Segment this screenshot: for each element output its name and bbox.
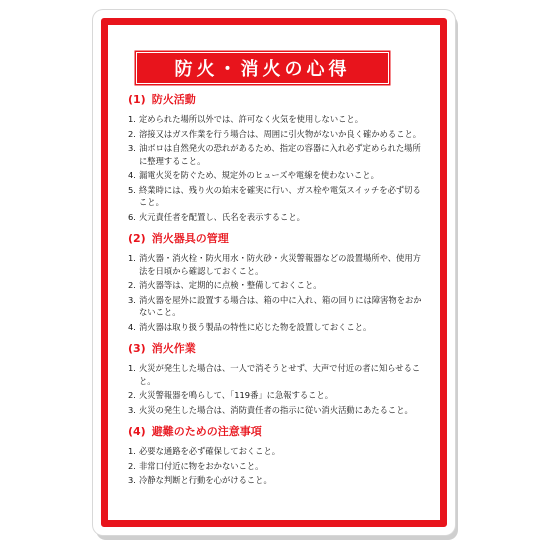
sign-title: 防火・消火の心得 <box>174 59 351 80</box>
item-number: 1. <box>128 253 136 263</box>
item-number: 2. <box>128 390 136 400</box>
item-number: 2. <box>128 280 136 290</box>
item-number: 4. <box>128 321 136 332</box>
item-text: 定められた場所以外では、許可なく火気を使用しないこと。 <box>139 114 364 124</box>
section-evacuation <box>128 425 428 487</box>
item-number: 3. <box>128 404 136 415</box>
list-item <box>128 211 428 224</box>
item-text: 終業時には、残り火の始末を確実に行い、ガス栓や電気スイッチを必ず切ること。 <box>139 184 421 207</box>
section-title: 防火活動 <box>151 93 196 106</box>
item-number: 3. <box>128 294 136 305</box>
section-heading <box>128 425 428 439</box>
section-heading <box>128 232 428 246</box>
list-item <box>128 445 428 458</box>
section-fire-prevention <box>128 93 428 223</box>
list-item <box>128 128 428 141</box>
list-item <box>128 404 428 417</box>
item-text: 消火器は取り扱う製品の特性に応じた物を設置しておくこと。 <box>139 321 372 332</box>
sign-content <box>128 93 428 496</box>
item-text: 漏電火災を防ぐため、規定外のヒューズや電線を使わないこと。 <box>139 170 379 180</box>
section-extinguisher-management <box>128 232 428 333</box>
item-text: 火災が発生した場合は、一人で消そうとせず、大声で付近の者に知らせること。 <box>139 363 421 386</box>
list-item <box>128 113 428 126</box>
title-banner <box>136 52 389 84</box>
item-text: 必要な通路を必ず確保しておくこと。 <box>139 446 281 456</box>
section-heading <box>128 93 428 107</box>
item-text: 火元責任者を配置し、氏名を表示すること。 <box>139 211 305 222</box>
item-number: 2. <box>128 460 136 471</box>
item-text: 消火器・消火栓・防火用水・防火砂・火災警報器などの設置場所や、使用方法を日頃から確認しておくこと。 <box>139 253 421 276</box>
item-text: 火災警報器を鳴らして、「119番」に急報すること。 <box>139 390 334 400</box>
list-item <box>128 294 428 319</box>
item-number: 1. <box>128 363 136 373</box>
section-heading <box>128 342 428 356</box>
item-text: 消火器等は、定期的に点検・整備しておくこと。 <box>139 280 322 290</box>
item-number: 1. <box>128 114 136 124</box>
list-item <box>128 252 428 277</box>
list-item <box>128 169 428 182</box>
item-number: 4. <box>128 170 136 180</box>
item-number: 2. <box>128 128 136 139</box>
list-item <box>128 389 428 402</box>
list-item <box>128 279 428 292</box>
item-number: 6. <box>128 211 136 222</box>
list-item <box>128 321 428 334</box>
section-firefighting <box>128 342 428 416</box>
section-title: 避難のための注意事項 <box>151 425 262 438</box>
section-number: (2) <box>128 232 146 245</box>
item-number: 3. <box>128 475 136 485</box>
item-text: 消火器を屋外に設置する場合は、箱の中に入れ、箱の回りには障害物をおかないこと。 <box>139 294 422 317</box>
item-text: 溶接又はガス作業を行う場合は、周囲に引火物がないか良く確かめること。 <box>139 128 422 139</box>
section-title: 消火器具の管理 <box>151 232 229 245</box>
item-number: 3. <box>128 143 136 153</box>
red-border-frame <box>101 18 447 527</box>
item-text: 火災の発生した場合は、消防責任者の指示に従い消火活動にあたること。 <box>139 404 413 415</box>
section-number: (1) <box>128 93 146 106</box>
list-item <box>128 474 428 487</box>
safety-sign-board <box>93 10 455 535</box>
section-number: (4) <box>128 425 146 438</box>
item-number: 5. <box>128 184 136 195</box>
item-number: 1. <box>128 446 136 456</box>
list-item <box>128 142 428 167</box>
list-item <box>128 362 428 387</box>
section-number: (3) <box>128 342 146 355</box>
item-text: 非常口付近に物をおかないこと。 <box>139 460 264 471</box>
list-item <box>128 184 428 209</box>
section-title: 消火作業 <box>151 342 196 355</box>
item-text: 油ボロは自然発火の恐れがあるため、指定の容器に入れ必ず定められた場所に整理すること。 <box>139 143 421 166</box>
list-item <box>128 460 428 473</box>
item-text: 冷静な判断と行動を心がけること。 <box>139 475 272 485</box>
